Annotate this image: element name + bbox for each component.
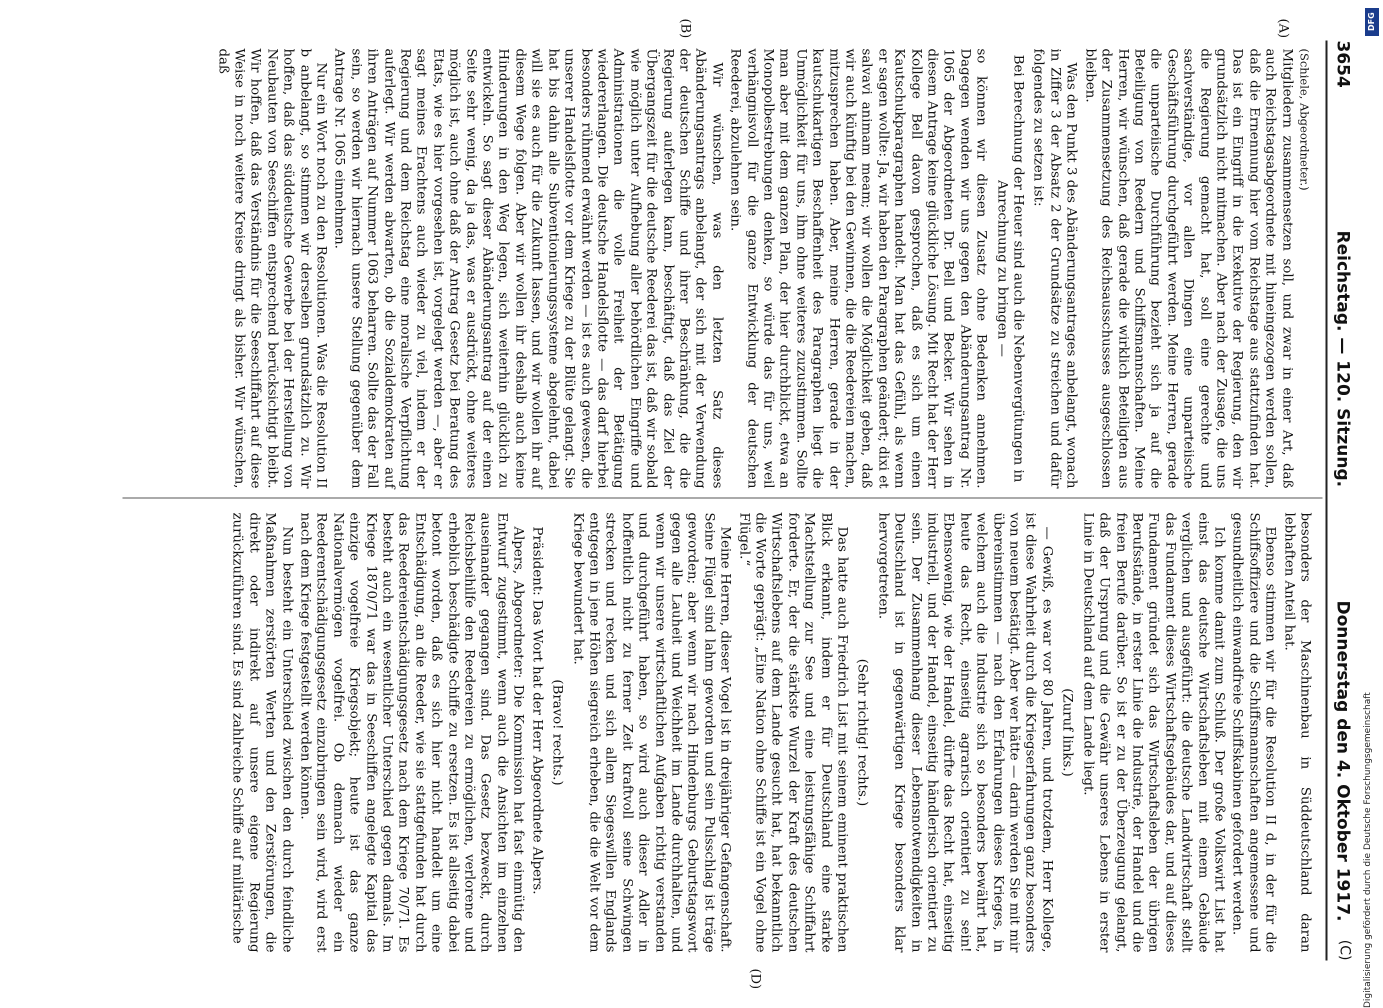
paragraph: Nun besteht ein Unterschied zwischen den durch feindliche Maßnahmen zerstörten Werten und den Zerstörungen, die direkt oder indirekt auf unsere eigene Regierung zurückzuführen sind. Es sind zahlreiche Schiffe auf militärische [229, 512, 295, 953]
interjection: (Sehr richtig! rechts.) [854, 658, 870, 807]
paragraph: Alpers, Abgeordneter: Die Kommission hat fast einmütig den Entwurf zugestimmt, wenn auch die Ansichten im einzelnen auseinander gegangen sind. Das Gesetz bezweckt, durch Reichsbeihilfe den Reedereien zu ermöglichen, verlorene und erheblich beschädigte Schiffe zu ersetzen. Es ist allseitig dabei betont worden, daß es sich hier nicht handelt um eine Entschädigung, an die Reeder, wie sie stattgefunden hat durch das Reedereientschädigungsgesetz nach dem Kriege 70/71. Es besteht auch ein wesentlicher Unterschied gegen damals. Im Kriege 1870/71 war das in Seeschiffen angelegte Kapital das einzige vogelfreie Kriegsobjekt; heute ist das ganze Nationalvermögen vogelfrei. Ob demnach wieder ein Reederentschädigungsgesetz einzubringen sein wird, wird erst nach dem Kriege festgestellt werden können. [297, 512, 526, 953]
digitization-credit [1363, 8, 1377, 1008]
margin-mark-c: (C) [1336, 939, 1353, 961]
margin-mark-b: (B) [677, 18, 693, 39]
paragraph: Das hatte auch Friedrich List mit seinem eminent praktischen Blick erkannt, indem er für Deutschland eine starke Machtstellung zur See und eine leistungsfähige Schiffahrt forderte. Er, der die stärkste Wurzel der Kraft des deutschen Wirtschaftslebens auf dem Lande gesucht hat, hat bekanntlich die Worte geprägt: „Eine Nation ohne Schiffe ist ein Vogel ohne Flügel.“ [736, 512, 850, 953]
dfg-logo: DFG [1365, 8, 1379, 36]
speaker-line: (Schiele, Abgeordneter.) [1297, 48, 1312, 191]
paragraph: Ebenso stimmen wir für die Resolution II d, in der für die Schiffsoffiziere und die Schiffsmannschaften angemessene und gesundheitlich einwandfreie Schiffskabinen gefordert werden. [1229, 512, 1278, 953]
right-column [227, 513, 1313, 953]
president-line: Präsident: Das Wort hat der Herr Abgeordnete Alpers. [529, 526, 545, 895]
header-rule [1326, 41, 1328, 961]
paragraph: Ich komme damit zum Schluß. Der große Volkswirt List hat einst das deutsche Wirtschaftsleben mit einem Gebäude verglichen und ausgeführt: die deutsche Landwirtschaft stellt das Fundament dieses Wirtschaftsgebäudes dar, und auf dieses Fundament gründet sich das Wirtschaftsleben der übrigen Berufsstände, in erster Linie die Industrie, der Handel und die freien Berufe darüber. So ist er zu der Überzeugung gelangt, daß der Ursprung und die Gewähr unseres Lebens in erster Linie in Deutschland auf dem Lande liegt. [1080, 512, 1227, 953]
interjection: (Bravo! rechts.) [549, 679, 565, 786]
margin-mark-d: (D) [747, 968, 763, 990]
column-divider [123, 498, 1323, 499]
paragraph: Nur ein Wort noch zu den Resolutionen. Was die Resolution II b anbelangt, so stimmen wir derselben grundsätzlich zu. Wir hoffen, daß das süddeutsche Gewerbe bei der Herstellung von Neubauten von Seeschiffen entsprechend berücksichtigt bleibt. Wir hoffen, daß das Verständnis für die Seeschiffahrt auf diese Weise in noch weitere Kreise dringt als bisher. Wir wünschen, daß [215, 48, 329, 489]
paragraph: so können wir diesen Zusatz ohne Bedenken annehmen. Dagegen wenden wir uns gegen den Abänderungsantrag Nr. 1065 der Abgeordneten Dr. Bell und Becker. Wir sehen in diesem Antrage keine glückliche Lösung. Mit Recht hat der Herr Kollege Bell davon gesprochen, daß es sich um einen Kautschukparagraphen handelt. Man hat das Gefühl, als wenn er sagen wollte: Ja, wir haben den Paragraphen geändert; dixi et salvavi animam meam; wir wollen die Möglichkeit geben, daß wir auch künftig bei den Gewinnen, die die Reedereien machen, mitzusprechen haben. Aber, meine Herren, gerade in der kautschukartigen Beschaffenheit des Paragraphen liegt die Unmöglichkeit für uns, ihm ohne weiteres zuzustimmen. Sollte man aber mit dem ganzen Plan, der hier durchblickt, etwa an Monopolbestrebungen denken, so würde das für uns, weil verhängnisvoll für die ganze Entwicklung der deutschen Reederei, abzulehnen sein. [727, 48, 989, 489]
paragraph: Wir wünschen, was den letzten Satz dieses Abänderungsantrags anbelangt, der sich mit der Verwendung der deutschen Schiffe und ihrer Beschränkung, die die Regierung auferlegen kann, beschäftigt, daß das Ziel der Übergangszeit für die deutsche Reederei das ist, daß wir sobald wie möglich unter Aufhebung aller behördlichen Eingriffe und Administrationen die volle Freiheit der Betätigung wiedererlangen. Die deutsche Handelsflotte — das darf hierbei besonders rühmend erwähnt werden — ist es auch gewesen, die unserer Handelsflotte vor dem Kriege zu der Blüte gelangt. Sie hat bis dahin alle Subventionierungssysteme abgelehnt, dabei will sie es auch für die Zukunft lassen, und wir wollen ihr auf diesem Wege folgen. Aber wir wollen ihr deshalb auch keine Hinderungen in den Weg legen, sich weiterhin glücklich zu entwickeln. So sagt dieser Abänderungsantrag auf der einen Seite sehr wenig, da ja das, was er ausdrückt, ohne weiteres möglich ist, auch ohne daß der Antrag Gesetz bei Beratung des Etats, wie es hier vorgesehen ist, vorgelegt werden —, aber er sagt meines Erachtens auch wieder zu viel, indem er der Regierung und dem Reichstag eine moralische Verpflichtung auferlegt. Wir werden abwarten, ob die Sozialdemokraten auf ihren Anträgen auf Nummer 1063 beharren. Sollte das der Fall sein, so werden wir hiernach unsere Stellung gegenüber dem Antrage Nr. 1065 einnehmen. [331, 48, 725, 489]
page-header [1323, 41, 1363, 961]
margin-mark-a: (A) [1275, 18, 1291, 39]
quoted-motion: Bei Berechnung der Heuer sind auch die Nebenvergütungen in Anrechnung zu bringen — [994, 54, 1026, 483]
paragraph: besonders der Maschinenbau in Süddeutschland daran lebhaften Anteil hat. [1281, 512, 1313, 953]
paragraph: — Gewiß, es war vor 80 Jahren, und trotzdem, Herr Kollege, ist diese Wahrheit durch die Kriegserfahrungen ganz besonders von neuem bestätigt. Aber wer hätte — darin werden Sie mit mir übereinstimmen — nach den Erfahrungen dieses Krieges, in welchem auch die Industrie sich so besonders bewährt hat, heute das Recht, einseitig agrarisch orientiert zu sein! Ebensowenig, wie der Handel, dürfte das Recht hat, einseitig industriell, und der Handel, einseitig händlerisch orientiert zu sein. Der Zusammenhang dieser Lebensnotwendigkeiten in Deutschland ist in gegenwärtigen Kriege besonders klar hervorgetreten. [875, 512, 1055, 953]
session-date: Donnerstag den 4. Oktober 1917. [1332, 600, 1353, 922]
interjection: (Zuruf links.) [1059, 688, 1075, 777]
digitization-credit-text: Digitalisierung gefördert durch die Deutsche Forschungsgemeinschaft [1363, 692, 1373, 1008]
paragraph: Meine Herren, dieser Vogel ist in dreijähriger Gefangenschaft. Seine Flügel sind lahm geworden und sein Pulsschlag ist träge geworden; aber wenn wir nach Hindenburgs Geburtstagswort gegen alle Lauheit und Weichheit im Lande durchhalten, und wenn wir unsere wirtschaftlichen Aufgaben richtig verstanden und durchgeführt haben, so wird auch dieser Adler in hoffentlich nicht zu ferner Zeit kraftvoll seine Schwingen strecken und recken und sich allem Siegeswillen Englands entgegen in jene Höhen siegreich erheben, die die Welt vor dem Kriege bewundert hat. [570, 512, 733, 953]
left-column [212, 49, 1313, 489]
document-page [0, 1, 1383, 1001]
page-number: 3654 [1332, 40, 1353, 88]
session-title: Reichstag. — 120. Sitzung. [1332, 230, 1353, 488]
paragraph: Was den Punkt 3 des Abänderungsantrages anbelangt, wonach in Ziffer 3 der Absatz 2 der Grundsätze zu streichen und dafür folgendes zu setzen ist: [1031, 48, 1079, 489]
paragraph: Mitgliedern zusammensetzen soll, und zwar in einer Art, daß auch Reichstagsabgeordnete mit hineingezogen werden sollen, daß die Ernennung hier vom Reichstage aus stattzufinden hat. Das ist ein Eingriff in die Exekutive der Regierung, den wir grundsätzlich nicht mitmachen. Aber nach der Zusage, die uns die Regierung gemacht hat, soll eine gerechte und sachverständige, vor allen Dingen eine unparteiische Geschäftsführung durchgeführt werden. Meine Herren, gerade die unparteiische Durchführung bezieht sich ja auf die Beteiligung von Reedern und Schiffsmannschaften. Meine Herren, wir wünschen, daß gerade die wirklich Beteiligten aus der Zusammensetzung des Reichsausschusses ausgeschlossen bleiben. [1082, 48, 1295, 489]
